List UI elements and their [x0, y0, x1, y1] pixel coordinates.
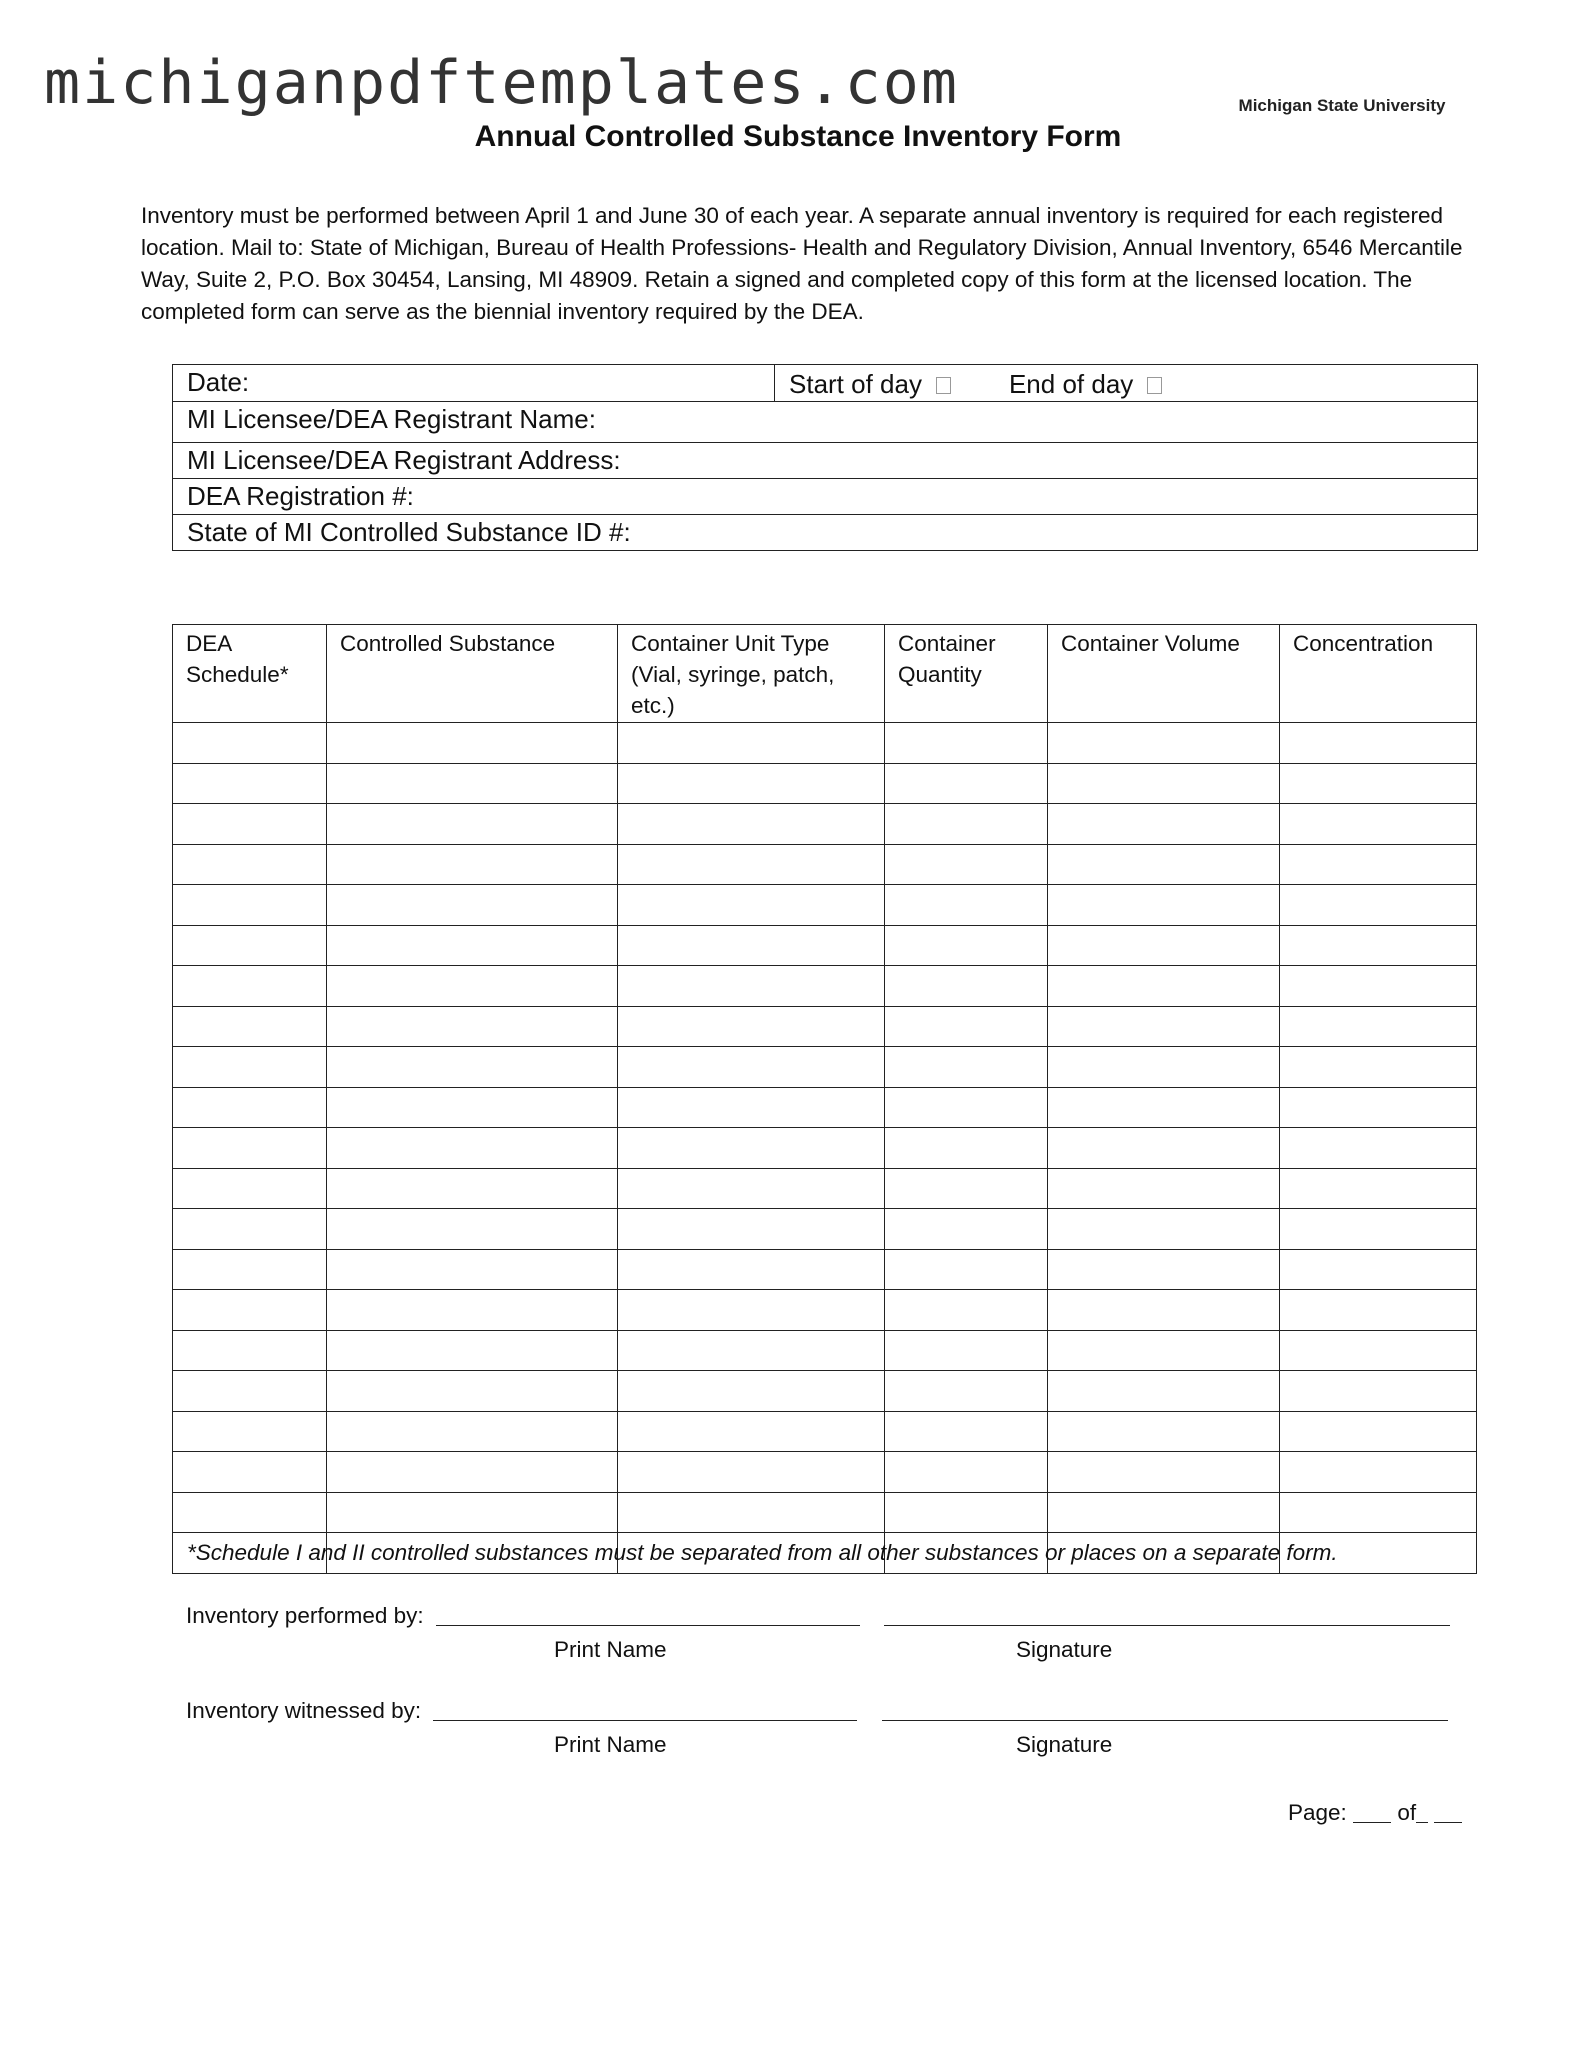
registrant-info-box — [172, 364, 1478, 551]
table-cell[interactable] — [327, 885, 618, 926]
table-cell[interactable] — [618, 723, 885, 764]
col-header-dea-schedule: DEA Schedule* — [173, 625, 327, 723]
table-cell[interactable] — [1280, 885, 1477, 926]
table-header-row — [173, 625, 1477, 723]
table-cell[interactable] — [1280, 1330, 1477, 1371]
table-cell[interactable] — [618, 1411, 885, 1452]
table-cell[interactable] — [1048, 925, 1280, 966]
table-cell[interactable] — [618, 1330, 885, 1371]
witnessed-by-signature-field[interactable] — [882, 1700, 1448, 1721]
table-row — [173, 723, 1477, 764]
table-cell[interactable] — [173, 1411, 327, 1452]
witnessed-by-label: Inventory witnessed by: — [186, 1698, 422, 1723]
table-cell[interactable] — [173, 1047, 327, 1088]
table-cell[interactable] — [618, 1209, 885, 1250]
performed-by-line — [186, 1603, 1450, 1629]
table-cell[interactable] — [885, 1492, 1048, 1533]
table-cell[interactable] — [1280, 1168, 1477, 1209]
form-title: Annual Controlled Substance Inventory Form — [474, 120, 1122, 153]
table-cell[interactable] — [1048, 1209, 1280, 1250]
table-cell[interactable] — [618, 1492, 885, 1533]
state-id-row[interactable] — [173, 515, 1477, 550]
table-cell[interactable] — [173, 804, 327, 845]
table-cell[interactable] — [885, 1168, 1048, 1209]
table-row — [173, 1249, 1477, 1290]
end-of-day-label: End of day — [1008, 369, 1134, 399]
table-cell[interactable] — [618, 763, 885, 804]
table-cell[interactable] — [327, 723, 618, 764]
table-row — [173, 1006, 1477, 1047]
col-header-controlled-substance: Controlled Substance — [327, 625, 618, 723]
table-cell[interactable] — [327, 844, 618, 885]
table-cell[interactable] — [173, 1209, 327, 1250]
table-cell[interactable] — [173, 1371, 327, 1412]
table-cell[interactable] — [885, 804, 1048, 845]
table-cell[interactable] — [1280, 1411, 1477, 1452]
table-cell[interactable] — [1048, 723, 1280, 764]
watermark-text: michiganpdftemplates.com — [44, 48, 959, 118]
table-cell[interactable] — [1048, 1411, 1280, 1452]
table-cell[interactable] — [327, 1371, 618, 1412]
registrant-name-row[interactable] — [173, 402, 1477, 443]
table-cell[interactable] — [885, 844, 1048, 885]
table-cell[interactable] — [618, 1290, 885, 1331]
table-cell[interactable] — [1280, 925, 1477, 966]
start-of-day-checkbox[interactable] — [936, 377, 951, 394]
col-header-container-volume: Container Volume — [1048, 625, 1280, 723]
table-row — [173, 925, 1477, 966]
table-cell[interactable] — [618, 925, 885, 966]
performed-by-print-name-field[interactable] — [436, 1605, 860, 1626]
table-row — [173, 804, 1477, 845]
table-cell[interactable] — [885, 763, 1048, 804]
table-cell[interactable] — [885, 1249, 1048, 1290]
table-cell[interactable] — [1280, 804, 1477, 845]
day-period-options — [775, 365, 1162, 401]
inventory-table-body — [173, 723, 1477, 1574]
registrant-name-label: MI Licensee/DEA Registrant Name: — [187, 404, 596, 434]
table-cell[interactable] — [1048, 1087, 1280, 1128]
table-row — [173, 1128, 1477, 1169]
page-total-field-a[interactable] — [1416, 1802, 1428, 1823]
table-cell[interactable] — [173, 1452, 327, 1493]
date-row — [173, 365, 1477, 402]
table-cell[interactable] — [1280, 1087, 1477, 1128]
table-cell[interactable] — [1048, 1006, 1280, 1047]
table-row — [173, 1047, 1477, 1088]
page-number — [1288, 1800, 1462, 1826]
table-cell[interactable] — [173, 1492, 327, 1533]
start-of-day-label: Start of day — [789, 369, 922, 399]
table-cell[interactable] — [173, 1330, 327, 1371]
witnessed-print-name-caption: Print Name — [554, 1732, 667, 1757]
table-cell[interactable] — [885, 1411, 1048, 1452]
table-cell[interactable] — [1048, 1452, 1280, 1493]
table-row — [173, 1452, 1477, 1493]
table-cell[interactable] — [1048, 1371, 1280, 1412]
table-cell[interactable] — [1280, 723, 1477, 764]
table-cell[interactable] — [618, 804, 885, 845]
col-header-concentration: Concentration — [1280, 625, 1477, 723]
table-cell[interactable] — [327, 1006, 618, 1047]
table-cell[interactable] — [327, 1209, 618, 1250]
table-cell[interactable] — [885, 1330, 1048, 1371]
table-cell[interactable] — [618, 1168, 885, 1209]
table-cell[interactable] — [1048, 966, 1280, 1007]
table-cell[interactable] — [327, 1168, 618, 1209]
table-cell[interactable] — [327, 1492, 618, 1533]
table-cell[interactable] — [173, 1087, 327, 1128]
table-cell[interactable] — [173, 723, 327, 764]
table-row — [173, 1492, 1477, 1533]
table-row — [173, 966, 1477, 1007]
table-cell[interactable] — [618, 1087, 885, 1128]
table-cell[interactable] — [1280, 1249, 1477, 1290]
performed-by-label: Inventory performed by: — [186, 1603, 424, 1628]
table-cell[interactable] — [1280, 1290, 1477, 1331]
table-cell[interactable] — [618, 1047, 885, 1088]
table-cell[interactable] — [1280, 1047, 1477, 1088]
registrant-address-label: MI Licensee/DEA Registrant Address: — [187, 445, 621, 475]
table-cell[interactable] — [885, 1371, 1048, 1412]
table-cell[interactable] — [885, 1209, 1048, 1250]
table-cell[interactable] — [1280, 844, 1477, 885]
table-cell[interactable] — [618, 1452, 885, 1493]
table-cell[interactable] — [885, 1087, 1048, 1128]
table-cell[interactable] — [618, 1006, 885, 1047]
table-cell[interactable] — [885, 1047, 1048, 1088]
table-cell[interactable] — [173, 844, 327, 885]
table-cell[interactable] — [1280, 1006, 1477, 1047]
table-row — [173, 1371, 1477, 1412]
page-current-field[interactable] — [1353, 1802, 1391, 1823]
table-cell[interactable] — [1048, 844, 1280, 885]
state-id-label: State of MI Controlled Substance ID #: — [187, 517, 631, 547]
table-row — [173, 1087, 1477, 1128]
end-of-day-option[interactable] — [1009, 369, 1162, 401]
table-cell[interactable] — [327, 1330, 618, 1371]
table-cell[interactable] — [1280, 1128, 1477, 1169]
performed-signature-caption: Signature — [1016, 1637, 1113, 1662]
table-cell[interactable] — [618, 844, 885, 885]
table-cell[interactable] — [618, 1371, 885, 1412]
dea-registration-row[interactable] — [173, 479, 1477, 515]
date-field[interactable]: Date: — [173, 365, 775, 401]
performed-by-signature-field[interactable] — [884, 1605, 1450, 1626]
table-cell[interactable] — [327, 925, 618, 966]
table-cell[interactable] — [173, 885, 327, 926]
table-row — [173, 1330, 1477, 1371]
table-cell[interactable] — [1280, 966, 1477, 1007]
table-cell[interactable] — [618, 1249, 885, 1290]
table-row — [173, 763, 1477, 804]
table-cell[interactable] — [1048, 1249, 1280, 1290]
table-cell[interactable] — [327, 1249, 618, 1290]
table-cell[interactable] — [1048, 1047, 1280, 1088]
table-cell[interactable] — [885, 925, 1048, 966]
table-cell[interactable] — [618, 885, 885, 926]
table-row — [173, 1168, 1477, 1209]
table-cell[interactable] — [173, 1128, 327, 1169]
registrant-address-row[interactable] — [173, 443, 1477, 479]
col-header-container-unit-type: Container Unit Type (Vial, syringe, patch, etc.) — [618, 625, 885, 723]
end-of-day-checkbox[interactable] — [1147, 377, 1162, 394]
witnessed-signature-caption: Signature — [1016, 1732, 1113, 1757]
witnessed-by-print-name-field[interactable] — [433, 1700, 857, 1721]
table-cell[interactable] — [173, 925, 327, 966]
table-cell[interactable] — [1280, 1492, 1477, 1533]
table-cell[interactable] — [327, 966, 618, 1007]
table-cell[interactable] — [327, 1290, 618, 1331]
table-cell[interactable] — [1048, 1492, 1280, 1533]
page-label: Page: — [1288, 1800, 1347, 1825]
table-cell[interactable] — [173, 1006, 327, 1047]
table-cell[interactable] — [327, 763, 618, 804]
table-cell[interactable] — [327, 804, 618, 845]
witnessed-by-line — [186, 1698, 1448, 1724]
table-cell[interactable] — [1280, 763, 1477, 804]
table-cell[interactable] — [1048, 1128, 1280, 1169]
table-cell[interactable] — [327, 1128, 618, 1169]
start-of-day-option[interactable] — [789, 369, 951, 401]
instructions-paragraph: Inventory must be performed between April 1 and June 30 of each year. A separate annual inventory is required for each registered location. Mail to: State of Michigan, Bureau of Health Professions- Health and Regulatory Division, Annual Inventory, 6546 Mercantile Way, Suite 2, P.O. Box 30454, Lansing, MI 48909. Retain a signed and completed copy of this form at the licensed location. The completed form can serve as the biennial inventory required by the DEA. — [141, 203, 1463, 324]
table-row — [173, 844, 1477, 885]
table-cell[interactable] — [1280, 1452, 1477, 1493]
table-cell[interactable] — [1048, 1168, 1280, 1209]
inventory-table — [172, 624, 1477, 1574]
col-header-container-quantity: Container Quantity — [885, 625, 1048, 723]
table-cell[interactable] — [1048, 885, 1280, 926]
table-cell[interactable] — [327, 1047, 618, 1088]
table-row — [173, 1411, 1477, 1452]
institution-name: Michigan State University — [1238, 96, 1446, 115]
table-cell[interactable] — [885, 966, 1048, 1007]
dea-registration-label: DEA Registration #: — [187, 481, 414, 511]
table-cell[interactable] — [1048, 1330, 1280, 1371]
table-cell[interactable] — [1280, 1209, 1477, 1250]
table-cell[interactable] — [173, 1249, 327, 1290]
table-cell[interactable] — [327, 1087, 618, 1128]
table-cell[interactable] — [885, 1128, 1048, 1169]
table-row — [173, 885, 1477, 926]
table-cell[interactable] — [1048, 1290, 1280, 1331]
page-total-field-b[interactable] — [1434, 1802, 1462, 1823]
table-cell[interactable] — [1280, 1371, 1477, 1412]
table-cell[interactable] — [173, 1168, 327, 1209]
table-cell[interactable] — [327, 1452, 618, 1493]
schedule-footnote: *Schedule I and II controlled substances must be separated from all other substances or places on a separate form. — [187, 1540, 1338, 1565]
performed-print-name-caption: Print Name — [554, 1637, 667, 1662]
table-cell[interactable] — [1048, 763, 1280, 804]
table-cell[interactable] — [885, 723, 1048, 764]
table-row — [173, 1290, 1477, 1331]
table-cell[interactable] — [885, 885, 1048, 926]
table-cell[interactable] — [885, 1290, 1048, 1331]
table-cell[interactable] — [885, 1452, 1048, 1493]
table-cell[interactable] — [618, 966, 885, 1007]
page-of-label: of — [1397, 1800, 1417, 1825]
table-cell[interactable] — [327, 1411, 618, 1452]
table-cell[interactable] — [885, 1006, 1048, 1047]
table-cell[interactable] — [1048, 804, 1280, 845]
table-row — [173, 1209, 1477, 1250]
table-cell[interactable] — [173, 1290, 327, 1331]
table-cell[interactable] — [173, 966, 327, 1007]
table-cell[interactable] — [173, 763, 327, 804]
table-cell[interactable] — [618, 1128, 885, 1169]
